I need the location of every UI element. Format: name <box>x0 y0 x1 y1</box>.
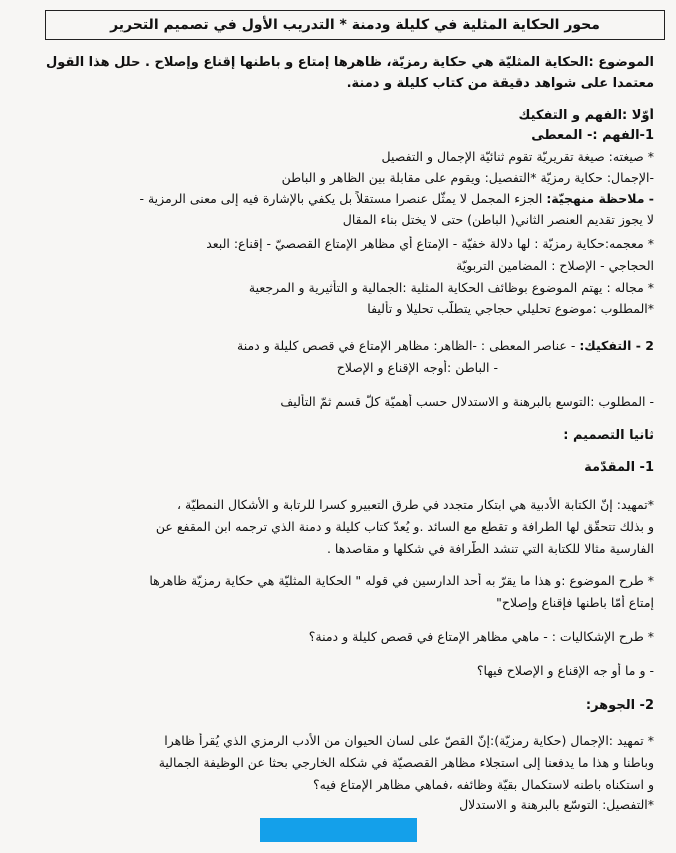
majal-line: * مجاله : يهتم الموضوع بوظائف الحكاية المثلية :الجمالية و التأثيرية و المرجعية <box>248 280 654 295</box>
ishkaliya-line-1: * طرح الإشكاليات : - ماهي مظاهر الإمتاع في قصص كليلة و دمنة؟ <box>308 629 654 644</box>
muajam-continuation: الحجاجي - الإصلاح : المضامين التربويّة <box>456 258 654 273</box>
tarh-line-2: إمتاع أمّا باطنها فإقناع وإصلاح" <box>496 595 654 610</box>
note-text: الجزء المجمل لا يمثّل عنصرا مستقلاً بل يكفي بالإشارة فيه إلى معنى الرمزية - <box>139 191 543 206</box>
tafkik-line-1 <box>237 338 654 354</box>
topic-line-1: الموضوع :الحكاية المثليّة هي حكاية رمزيّة، ظاهرها إمتاع و باطنها إقناع وإصلاح . حلّل هذا القول <box>46 55 654 70</box>
section-2-title: ثانيا التصميم : <box>563 428 654 443</box>
tamhid-line-2: و بذلك تتحقّق لها الطرافة و تقطع مع السائد .و يُعدّ كتاب كليلة و دمنة الذي ترجمه ابن المقفع عن <box>155 519 654 534</box>
body-title: 2- الجوهر: <box>585 698 654 713</box>
fahm-heading: 1-الفهم :- المعطى <box>531 128 654 143</box>
note-line <box>139 191 654 207</box>
jawhar-line-3: و استكناه باطنه لاستكمال بقيّة وظائفه ،فماهي مظاهر الإمتاع فيه؟ <box>313 777 654 792</box>
tamhid-line-3: الفارسية مثالا للكتابة التي تنشد الطّرافة في شكلها و مقاصدها . <box>326 541 654 556</box>
tarh-line-1: * طرح الموضوع :و هذا ما يقرّ به أحد الدارسين في قوله " الحكاية المثليّة هي حكاية رمزيّة ظاهرها <box>149 573 654 588</box>
section-1-title: أوّلا :الفهم و التفكيك <box>518 108 654 123</box>
note-continuation: لا يجوز تقديم العنصر الثاني( الباطن) حتى لا يختل بناء المقال <box>342 212 654 227</box>
header-title: محور الحكاية المثلية في كليلة ودمنة * التدريب الأول في تصميم التحرير <box>45 10 665 40</box>
jawhar-line-4: *التفصيل: التوسّع بالبرهنة و الاستدلال <box>459 797 654 812</box>
matlub-type-line: *المطلوب :موضوع تحليلي حجاجي يتطلّب تحليلا و تأليفا <box>367 301 654 316</box>
highlight-bar <box>260 818 417 842</box>
jawhar-line-1: * تمهيد :الإجمال (حكاية رمزيّة):إنّ القصّ على لسان الحيوان من الأدب الرمزي الذي يُقرأ ظاهرا <box>164 733 654 748</box>
tafkik-label: 2 - التفكيك: <box>579 338 654 353</box>
muajam-line: * معجمه:حكاية رمزيّة : لها دلالة خفيّة - الإمتاع أي مظاهر الإمتاع القصصيّ - إقناع: البعد <box>206 236 654 251</box>
ijmal-line: -الإجمال: حكاية رمزيّة *التفصيل: ويقوم على مقابلة بين الظاهر و الباطن <box>281 170 654 185</box>
sigha-line: * صيغته: صيغة تقريريّة تقوم ثنائيّة الإجمال و التفصيل <box>381 149 654 164</box>
jawhar-line-2: وباطنا و هذا ما يدفعنا إلى استجلاء مظاهر القصصيّة في شكله الخارجي بحثا عن الوظيفة الجمالية <box>158 755 654 770</box>
intro-title: 1- المقدّمة <box>584 460 654 475</box>
ishkaliya-line-2: - و ما أو جه الإقناع و الإصلاح فيها؟ <box>476 663 654 678</box>
tafkik-line-2: - الباطن :أوجه الإقناع و الإصلاح <box>336 360 498 375</box>
topic-line-2: معتمدا على شواهد دقيقة من كتاب كليلة و دمنة. <box>346 76 654 91</box>
tafkik-text: - عناصر المعطى : -الظاهر: مظاهر الإمتاع في قصص كليلة و دمنة <box>237 338 576 353</box>
tamhid-line-1: *تمهيد: إنّ الكتابة الأدبية هي ابتكار متجدد في طرق التعبيرو كسرا للرتابة و الأشكال النمطيّة ، <box>177 497 654 512</box>
matlub-line: - المطلوب :التوسع بالبرهنة و الاستدلال حسب أهميّة كلّ قسم ثمّ التأليف <box>280 394 654 409</box>
note-label: - ملاحظة منهجيّة: <box>546 191 654 206</box>
